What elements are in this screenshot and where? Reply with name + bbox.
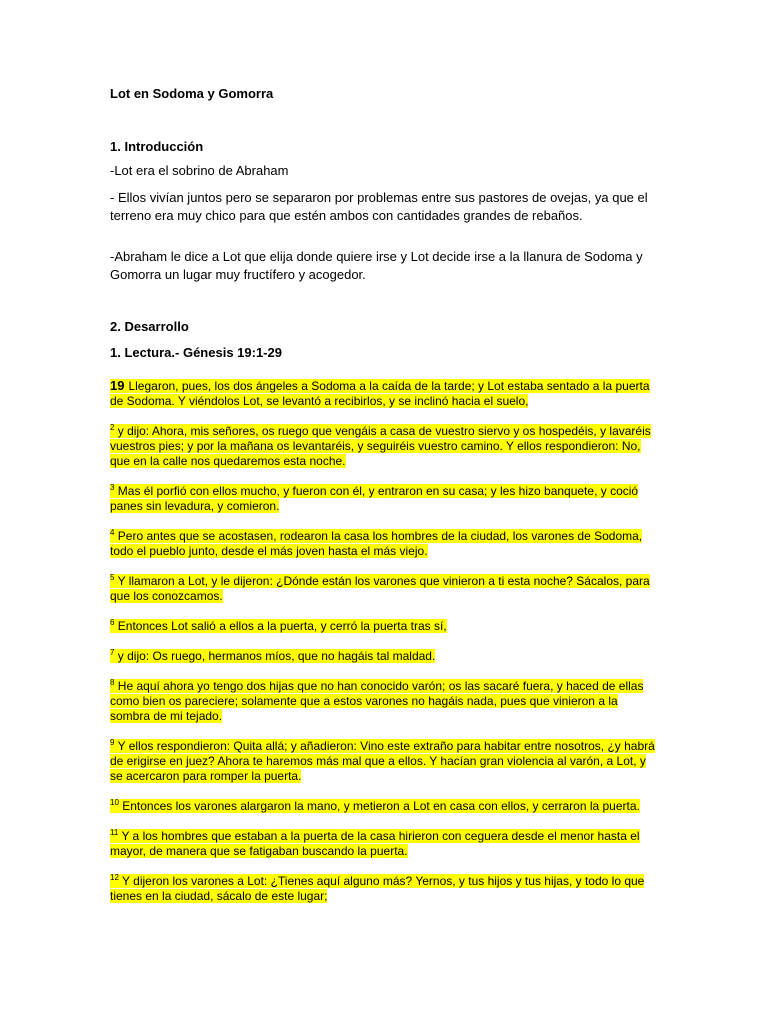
verse-highlight bbox=[110, 739, 655, 783]
verse bbox=[110, 619, 655, 634]
verse bbox=[110, 649, 655, 664]
verse-highlight bbox=[110, 829, 640, 858]
verse-text: Entonces Lot salió a ellos a la puerta, y cerró la puerta tras sí, bbox=[117, 619, 447, 633]
verse-number: 10 bbox=[110, 798, 119, 807]
verse-text: y dijo: Ahora, mis señores, os ruego que vengáis a casa de vuestro siervo y os hospedéis, y lavaréis vuestros pies; y por la mañana os levantaréis, y seguiréis vuestro camino. Y ellos respondieron: No, que en la calle nos quedaremos esta noche. bbox=[110, 424, 651, 468]
verse-highlight bbox=[110, 679, 643, 723]
verse-text: Llegaron, pues, los dos ángeles a Sodoma a la caída de la tarde; y Lot estaba sentado a la puerta de Sodoma. Y viéndolos Lot, se levantó a recibirlos, y se inclinó hacia el suelo, bbox=[110, 379, 650, 408]
verse-highlight bbox=[110, 619, 447, 633]
intro-heading: 1. Introducción bbox=[110, 139, 204, 154]
intro-paragraph-2: - Ellos vivían juntos pero se separaron por problemas entre sus pastores de ovejas, ya que el terreno era muy chico para que estén ambos con cantidades grandes de rebaños. bbox=[110, 190, 648, 223]
verse bbox=[110, 799, 655, 814]
verse-highlight bbox=[110, 799, 640, 813]
verse-text: He aquí ahora yo tengo dos hijas que no han conocido varón; os las sacaré fuera, y haced de ellas como bien os pareciere; solamente que a estos varones no hagáis nada, pues que vinieron a la sombra de mi tejado. bbox=[110, 679, 644, 723]
verse-number: 2 bbox=[110, 423, 115, 432]
verse-highlight bbox=[110, 529, 642, 558]
verse-number: 12 bbox=[110, 873, 119, 882]
verse bbox=[110, 874, 655, 904]
verse bbox=[110, 829, 655, 859]
verse bbox=[110, 424, 655, 469]
verse-number: 6 bbox=[110, 618, 115, 627]
verse bbox=[110, 739, 655, 784]
verse-number: 4 bbox=[110, 528, 115, 537]
chapter-number: 19 bbox=[110, 378, 125, 393]
intro-paragraph-3: -Abraham le dice a Lot que elija donde quiere irse y Lot decide irse a la llanura de Sodoma y Gomorra un lugar muy fructífero y acogedor. bbox=[110, 249, 643, 282]
intro-paragraph-1: -Lot era el sobrino de Abraham bbox=[110, 163, 289, 178]
verse-text: Y llamaron a Lot, y le dijeron: ¿Dónde están los varones que vinieron a ti esta noche? Sácalos, para que los conozcamos. bbox=[110, 574, 650, 603]
verse bbox=[110, 574, 655, 604]
verse bbox=[110, 679, 655, 724]
verse-highlight bbox=[110, 649, 435, 663]
development-heading: 2. Desarrollo bbox=[110, 319, 189, 334]
verse bbox=[110, 529, 655, 559]
verse-text: Y ellos respondieron: Quita allá; y añadieron: Vino este extraño para habitar entre nosotros, ¿y habrá de erigirse en juez? Ahora te haremos más mal que a ellos. Y hacían gran violencia al varón, a Lot, y se acercaron para romper la puerta. bbox=[110, 739, 655, 783]
verse bbox=[110, 378, 655, 409]
verse-highlight bbox=[110, 874, 644, 903]
verse bbox=[110, 484, 655, 514]
verse-highlight bbox=[110, 379, 650, 408]
verse-text: Entonces los varones alargaron la mano, y metieron a Lot en casa con ellos, y cerraron la puerta. bbox=[122, 799, 640, 813]
verse-text: Y dijeron los varones a Lot: ¿Tienes aquí alguno más? Yernos, y tus hijos y tus hijas, y todo lo que tienes en la ciudad, sácalo de este lugar; bbox=[110, 874, 645, 903]
verse-text: Y a los hombres que estaban a la puerta de la casa hirieron con ceguera desde el menor hasta el mayor, de manera que se fatigaban buscando la puerta. bbox=[110, 829, 640, 858]
document-title: Lot en Sodoma y Gomorra bbox=[110, 86, 274, 101]
verse-list bbox=[110, 378, 655, 919]
verse-text: Mas él porfió con ellos mucho, y fueron con él, y entraron en su casa; y les hizo banquete, y coció panes sin levadura, y comieron. bbox=[110, 484, 639, 513]
verse-highlight bbox=[110, 574, 650, 603]
verse-number: 3 bbox=[110, 483, 115, 492]
reading-heading: 1. Lectura.- Génesis 19:1-29 bbox=[110, 345, 282, 360]
verse-number: 9 bbox=[110, 738, 115, 747]
verse-number: 5 bbox=[110, 573, 115, 582]
verse-text: Pero antes que se acostasen, rodearon la casa los hombres de la ciudad, los varones de Sodoma, todo el pueblo junto, desde el más joven hasta el más viejo. bbox=[110, 529, 643, 558]
verse-number: 11 bbox=[110, 828, 119, 837]
verse-highlight bbox=[110, 484, 638, 513]
verse-text: y dijo: Os ruego, hermanos míos, que no hagáis tal maldad. bbox=[117, 649, 436, 663]
verse-number: 8 bbox=[110, 678, 115, 687]
verse-highlight bbox=[110, 424, 651, 468]
verse-number: 7 bbox=[110, 648, 115, 657]
